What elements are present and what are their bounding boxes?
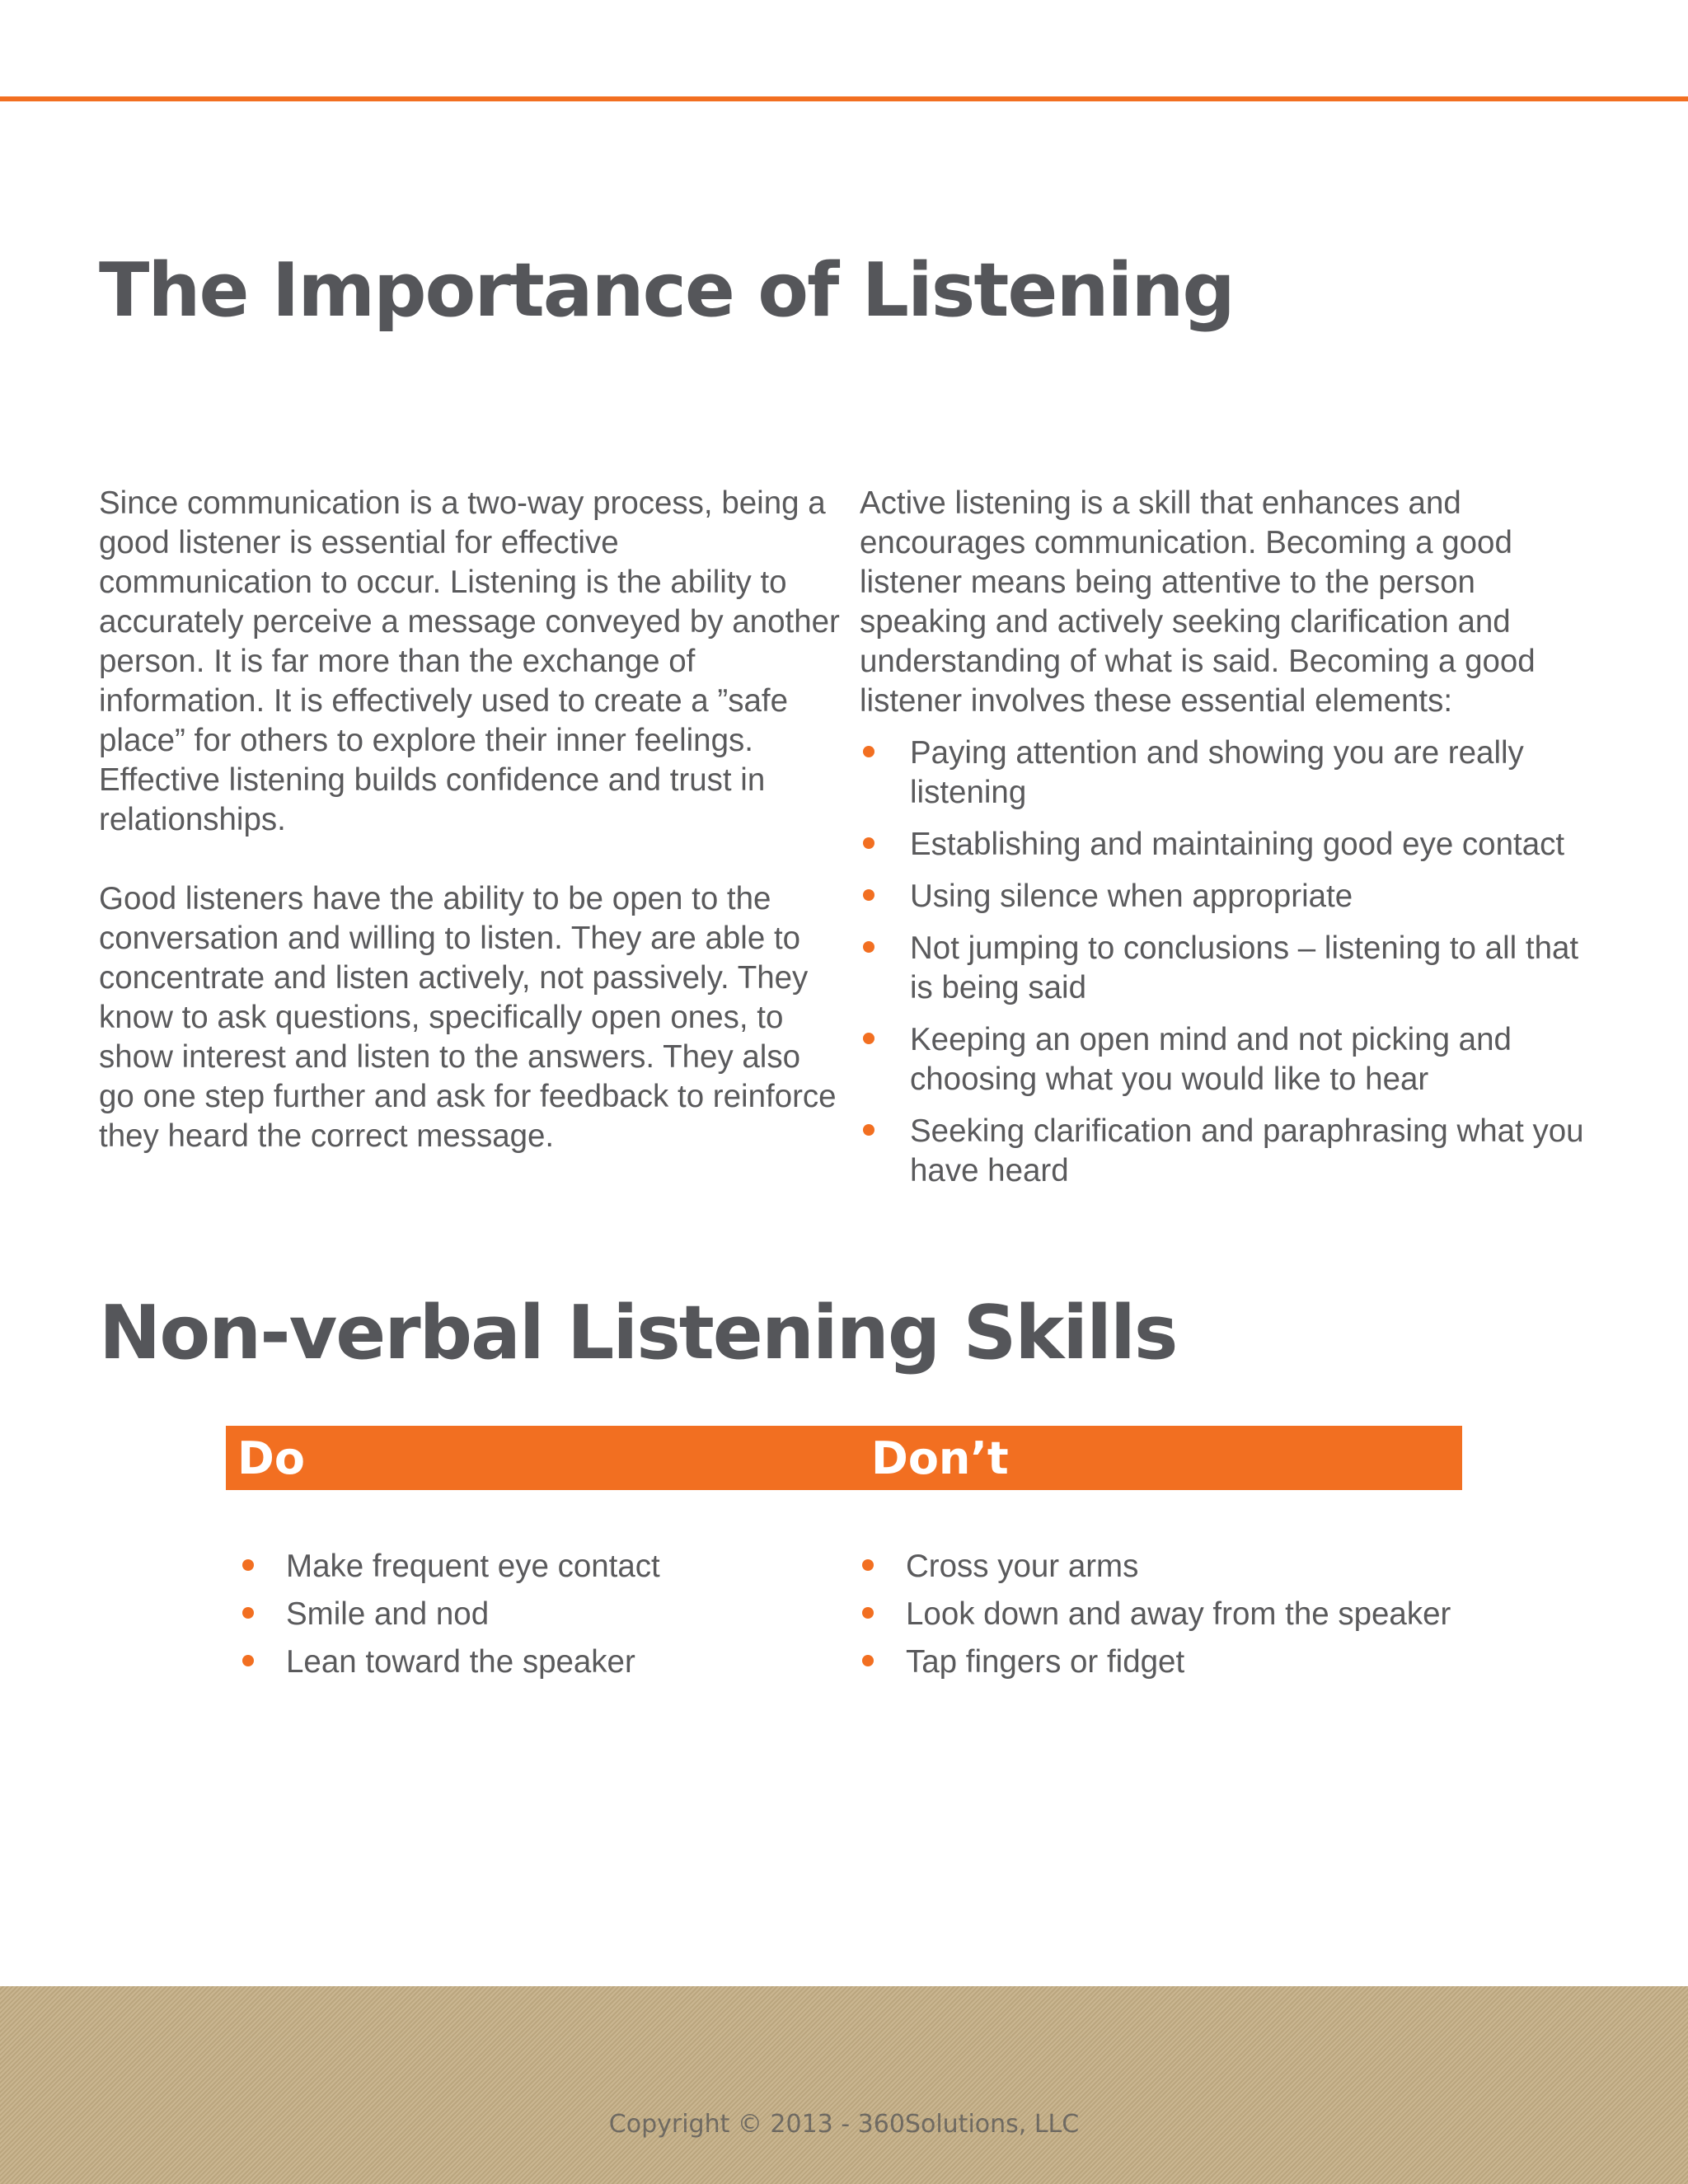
good-listeners-paragraph: Good listeners have the ability to be open to the conversation and willing to listen. They are able to concentrate and listen actively, not passively. They know to ask questions, specifically open ones, to show interest and listen to the answers. They also go one step further and ask for feedback to reinforce they heard the correct message. <box>99 881 837 1154</box>
list-item <box>860 1112 1593 1191</box>
do-list <box>239 1547 816 1682</box>
list-item-text: Paying attention and showing you are really listening <box>910 735 1524 810</box>
list-item <box>860 929 1593 1008</box>
bullet-icon <box>863 837 874 849</box>
list-item-text: Tap fingers or fidget <box>906 1644 1185 1680</box>
list-item-text: Make frequent eye contact <box>286 1549 660 1584</box>
list-item <box>860 1020 1593 1099</box>
dont-header: Don’t <box>871 1432 1009 1484</box>
list-item <box>860 825 1593 865</box>
bullet-icon <box>862 1607 874 1619</box>
section-title: Non-verbal Listening Skills <box>99 1290 1177 1376</box>
intro-paragraph: Since communication is a two-way process, being a good listener is essential for effective communication to occur. Listening is the ability to accurately perceive a message conveyed by another person. It is far more than the exchange of information. It is effectively used to create a ”safe place” for others to explore their inner feelings. Effective listening builds confidence and trust in relationships. <box>99 485 840 837</box>
do-dont-header-bar <box>226 1426 1462 1490</box>
list-item <box>860 733 1593 813</box>
bullet-icon <box>863 746 874 757</box>
list-item <box>239 1643 816 1682</box>
list-item-text: Not jumping to conclusions – listening to all that is being said <box>910 930 1579 1005</box>
list-item-text: Keeping an open mind and not picking and choosing what you would like to hear <box>910 1022 1512 1097</box>
bullet-icon <box>863 1033 874 1044</box>
list-item <box>239 1595 816 1634</box>
bullet-icon <box>862 1559 874 1571</box>
bullet-icon <box>863 889 874 901</box>
dont-list <box>859 1547 1485 1682</box>
essential-elements-list <box>860 733 1593 1191</box>
left-column <box>99 484 841 1156</box>
right-column <box>860 484 1593 1191</box>
do-header: Do <box>237 1432 305 1484</box>
bullet-icon <box>242 1559 254 1571</box>
dont-column <box>859 1547 1485 1682</box>
list-item <box>860 877 1593 916</box>
list-item <box>859 1547 1485 1586</box>
list-item-text: Look down and away from the speaker <box>906 1596 1451 1632</box>
copyright-text: Copyright © 2013 - 360Solutions, LLC <box>608 2110 1080 2139</box>
bullet-icon <box>862 1655 874 1666</box>
bullet-icon <box>863 1124 874 1136</box>
top-accent-rule <box>0 96 1688 101</box>
list-item-text: Smile and nod <box>286 1596 490 1632</box>
page-title: The Importance of Listening <box>99 247 1234 334</box>
bullet-icon <box>242 1607 254 1619</box>
bullet-icon <box>242 1655 254 1666</box>
list-item-text: Seeking clarification and paraphrasing what you have heard <box>910 1113 1584 1188</box>
list-item <box>859 1595 1485 1634</box>
list-item-text: Using silence when appropriate <box>910 879 1353 914</box>
active-listening-paragraph: Active listening is a skill that enhances and encourages communication. Becoming a good listener means being attentive to the person speaking and actively seeking clarification and understanding of what is said. Becoming a good listener involves these essential elements: <box>860 485 1536 719</box>
footer-band <box>0 1986 1688 2184</box>
list-item-text: Cross your arms <box>906 1549 1139 1584</box>
list-item-text: Establishing and maintaining good eye contact <box>910 827 1565 862</box>
list-item <box>859 1643 1485 1682</box>
do-column <box>239 1547 816 1682</box>
list-item <box>239 1547 816 1586</box>
bullet-icon <box>863 941 874 953</box>
list-item-text: Lean toward the speaker <box>286 1644 635 1680</box>
